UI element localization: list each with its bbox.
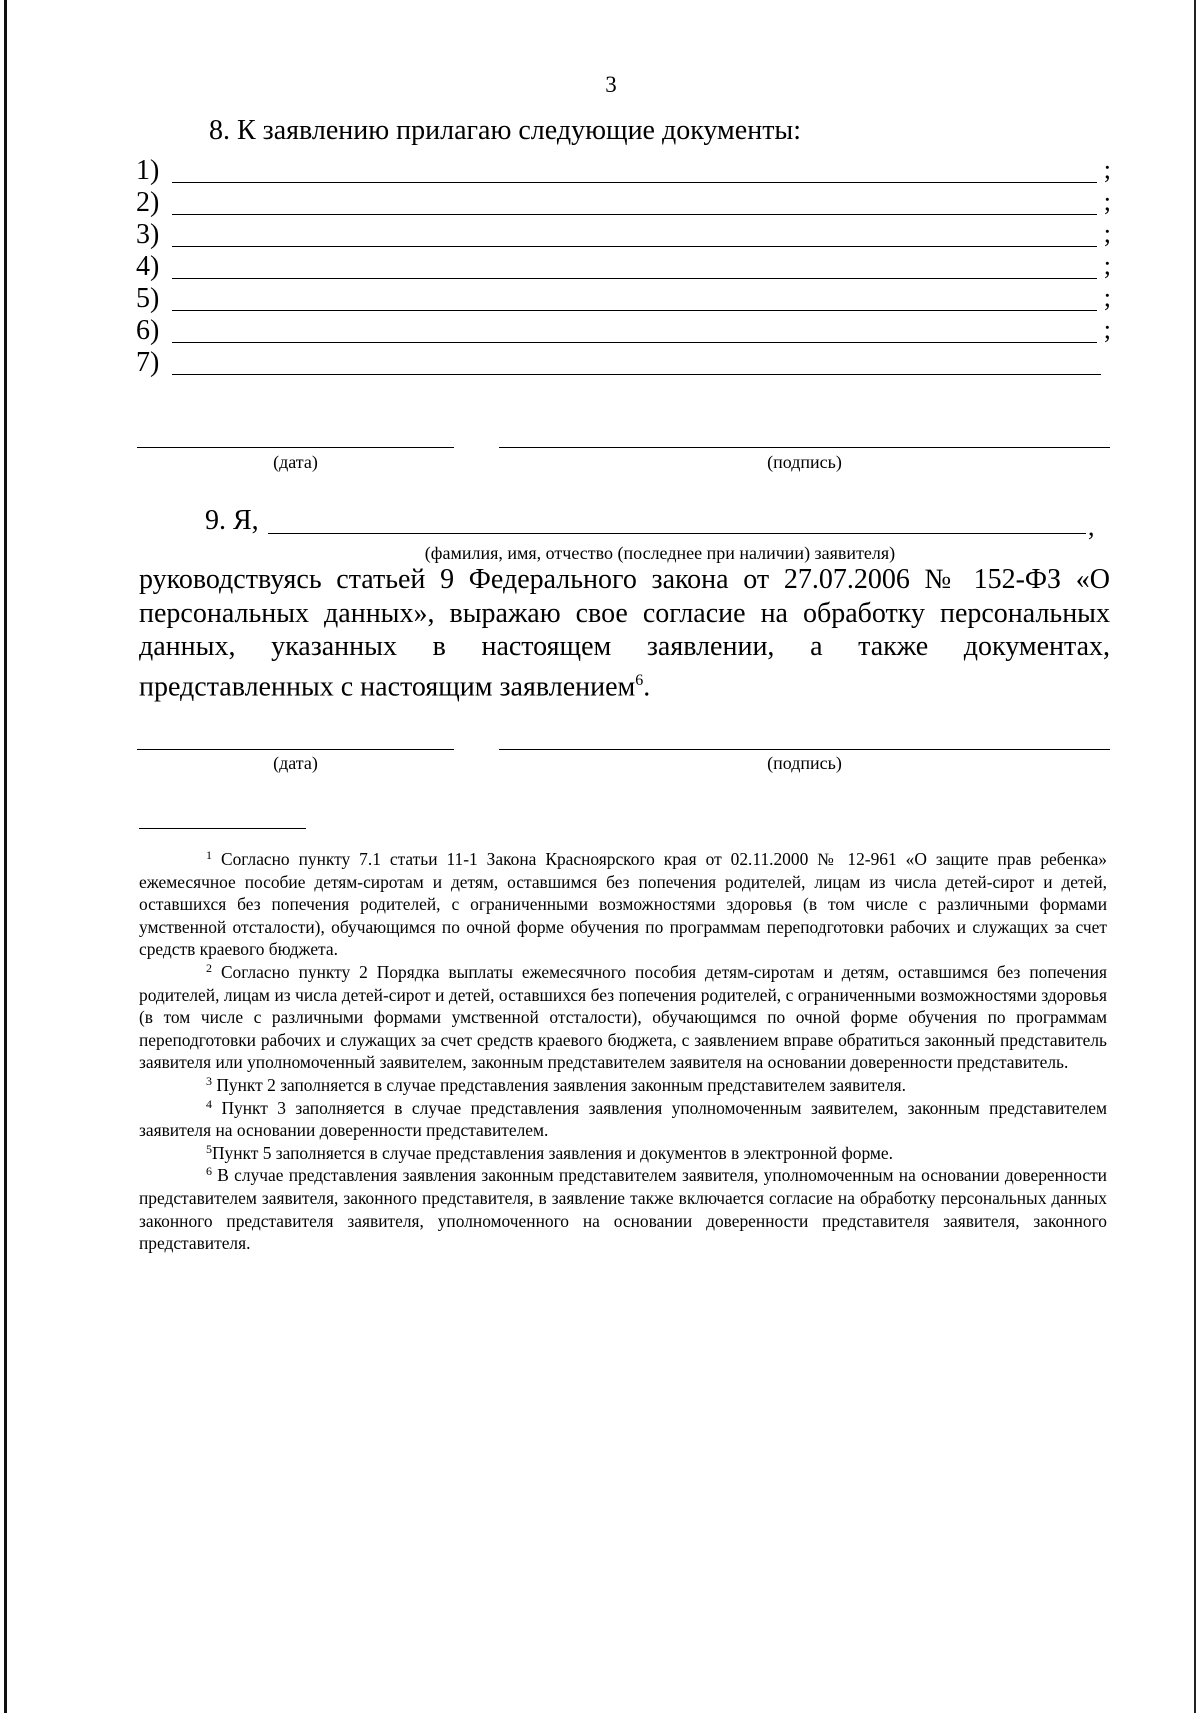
document-separator: ; (1103, 283, 1111, 312)
signature-caption: (подпись) (767, 753, 842, 773)
document-field-row[interactable] (136, 251, 1111, 283)
document-input-line[interactable] (172, 310, 1097, 311)
document-field-row[interactable] (136, 219, 1111, 251)
page-number: 3 (605, 72, 617, 97)
applicant-name-line[interactable] (268, 533, 1086, 534)
document-number: 6) (136, 315, 160, 346)
consent-text (139, 563, 1110, 703)
date-field-line[interactable] (137, 447, 454, 448)
applicant-name-comma: , (1088, 512, 1095, 541)
footnote-text: Пункт 3 заполняется в случае представления заявления уполномоченным заявителем, законным представителем заявителя на основании доверенности представителем. (139, 1097, 1107, 1141)
document-number: 2) (136, 187, 160, 218)
document-input-line[interactable] (172, 342, 1097, 343)
footnote-mark: 1 (206, 848, 212, 862)
document-input-line[interactable] (172, 182, 1097, 183)
footnote (139, 1164, 1107, 1254)
document-separator: ; (1103, 251, 1111, 280)
footnote (139, 1142, 1107, 1165)
section-8-heading: 8. К заявлению прилагаю следующие документы: (209, 115, 802, 146)
footnote-text: В случае представления заявления законным представителем заявителя, уполномоченным на основании доверенности представителем заявителя, законного представителя, в заявление также включается согласие на обработку персональных данных законного представителя заявителя, уполномоченного на основании доверенности представителя заявителя, законного представителя. (139, 1165, 1107, 1254)
date-field-line[interactable] (137, 749, 454, 750)
footnote-text: Согласно пункту 2 Порядка выплаты ежемесячного пособия детям-сиротам и детям, оставшимся без попечения родителей, лицам из числа детей-сирот и детей, оставшихся без попечения родителей, с ограниченными возможностями здоровья (в том числе с различными формами умственной отсталости), обучающимся по очной форме обучения по программам переподготовки рабочих и служащих за счет средств краевого бюджета, с заявлением вправе обратиться законный представитель заявителя или уполномоченный заявителем, законным представителем заявителя на основании доверенности представитель. (139, 961, 1107, 1073)
signature-field-line[interactable] (499, 749, 1110, 750)
document-input-line[interactable] (172, 246, 1097, 247)
document-separator: ; (1103, 315, 1111, 344)
document-field-row[interactable] (136, 155, 1111, 187)
footnote-mark: 3 (206, 1073, 212, 1088)
footnote-mark: 5 (206, 1141, 212, 1156)
footnote (139, 1074, 1107, 1097)
footnote-text: Согласно пункту 7.1 статьи 11-1 Закона Красноярского края от 02.11.2000 № 12-961 «О защите прав ребенка» ежемесячное пособие детям-сиротам и детям, оставшимся без попечения родителей, лицам из числа детей-сирот и детей, оставшихся без попечения родителей, с ограниченными возможностями здоровья (в том числе с различными формами умственной отсталости), обучающимся по очной форме обучения по программам переподготовки рабочих и служащих за счет средств краевого бюджета. (139, 849, 1107, 960)
document-number: 7) (136, 347, 160, 378)
footnote-separator (139, 828, 306, 829)
signature-caption: (подпись) (767, 452, 842, 472)
document-number: 3) (136, 219, 160, 250)
document-input-line[interactable] (172, 374, 1101, 375)
section-9-label: 9. Я, (205, 505, 259, 536)
footnote (139, 961, 1107, 1074)
footnote (139, 1097, 1107, 1142)
footnote-mark: 4 (206, 1096, 212, 1111)
document-number: 1) (136, 155, 160, 186)
document-separator: ; (1103, 155, 1111, 184)
consent-body: руководствуясь статьей 9 Федерального закона от 27.07.2006 № 152-ФЗ «О персональных данных», выражаю свое согласие на обработку персональных данных, указанных в настоящем заявлении, а также документах, представленных с настоящим заявлением (139, 564, 1110, 702)
date-caption: (дата) (273, 452, 318, 472)
document-number: 4) (136, 251, 160, 282)
footnote-mark: 2 (206, 960, 212, 975)
document-input-line[interactable] (172, 214, 1097, 215)
footnote-text: Пункт 5 заполняется в случае представления заявления и документов в электронной форме. (212, 1142, 894, 1163)
footnote-mark: 6 (206, 1164, 212, 1179)
document-number: 5) (136, 283, 160, 314)
document-field-row[interactable] (136, 347, 1111, 379)
consent-end: . (643, 670, 651, 702)
footnote-ref: 6 (635, 671, 644, 689)
document-input-line[interactable] (172, 278, 1097, 279)
document-separator: ; (1103, 219, 1111, 248)
document-field-row[interactable] (136, 283, 1111, 315)
signature-field-line[interactable] (499, 447, 1110, 448)
document-field-row[interactable] (136, 187, 1111, 219)
document-field-row[interactable] (136, 315, 1111, 347)
footnote-text: Пункт 2 заполняется в случае представления заявления законным представителем заявителя. (212, 1074, 906, 1095)
document-separator: ; (1103, 187, 1111, 216)
applicant-name-caption: (фамилия, имя, отчество (последнее при наличии) заявителя) (424, 543, 896, 563)
footnotes (139, 848, 1107, 1255)
footnote (139, 848, 1107, 961)
date-caption: (дата) (273, 753, 318, 773)
